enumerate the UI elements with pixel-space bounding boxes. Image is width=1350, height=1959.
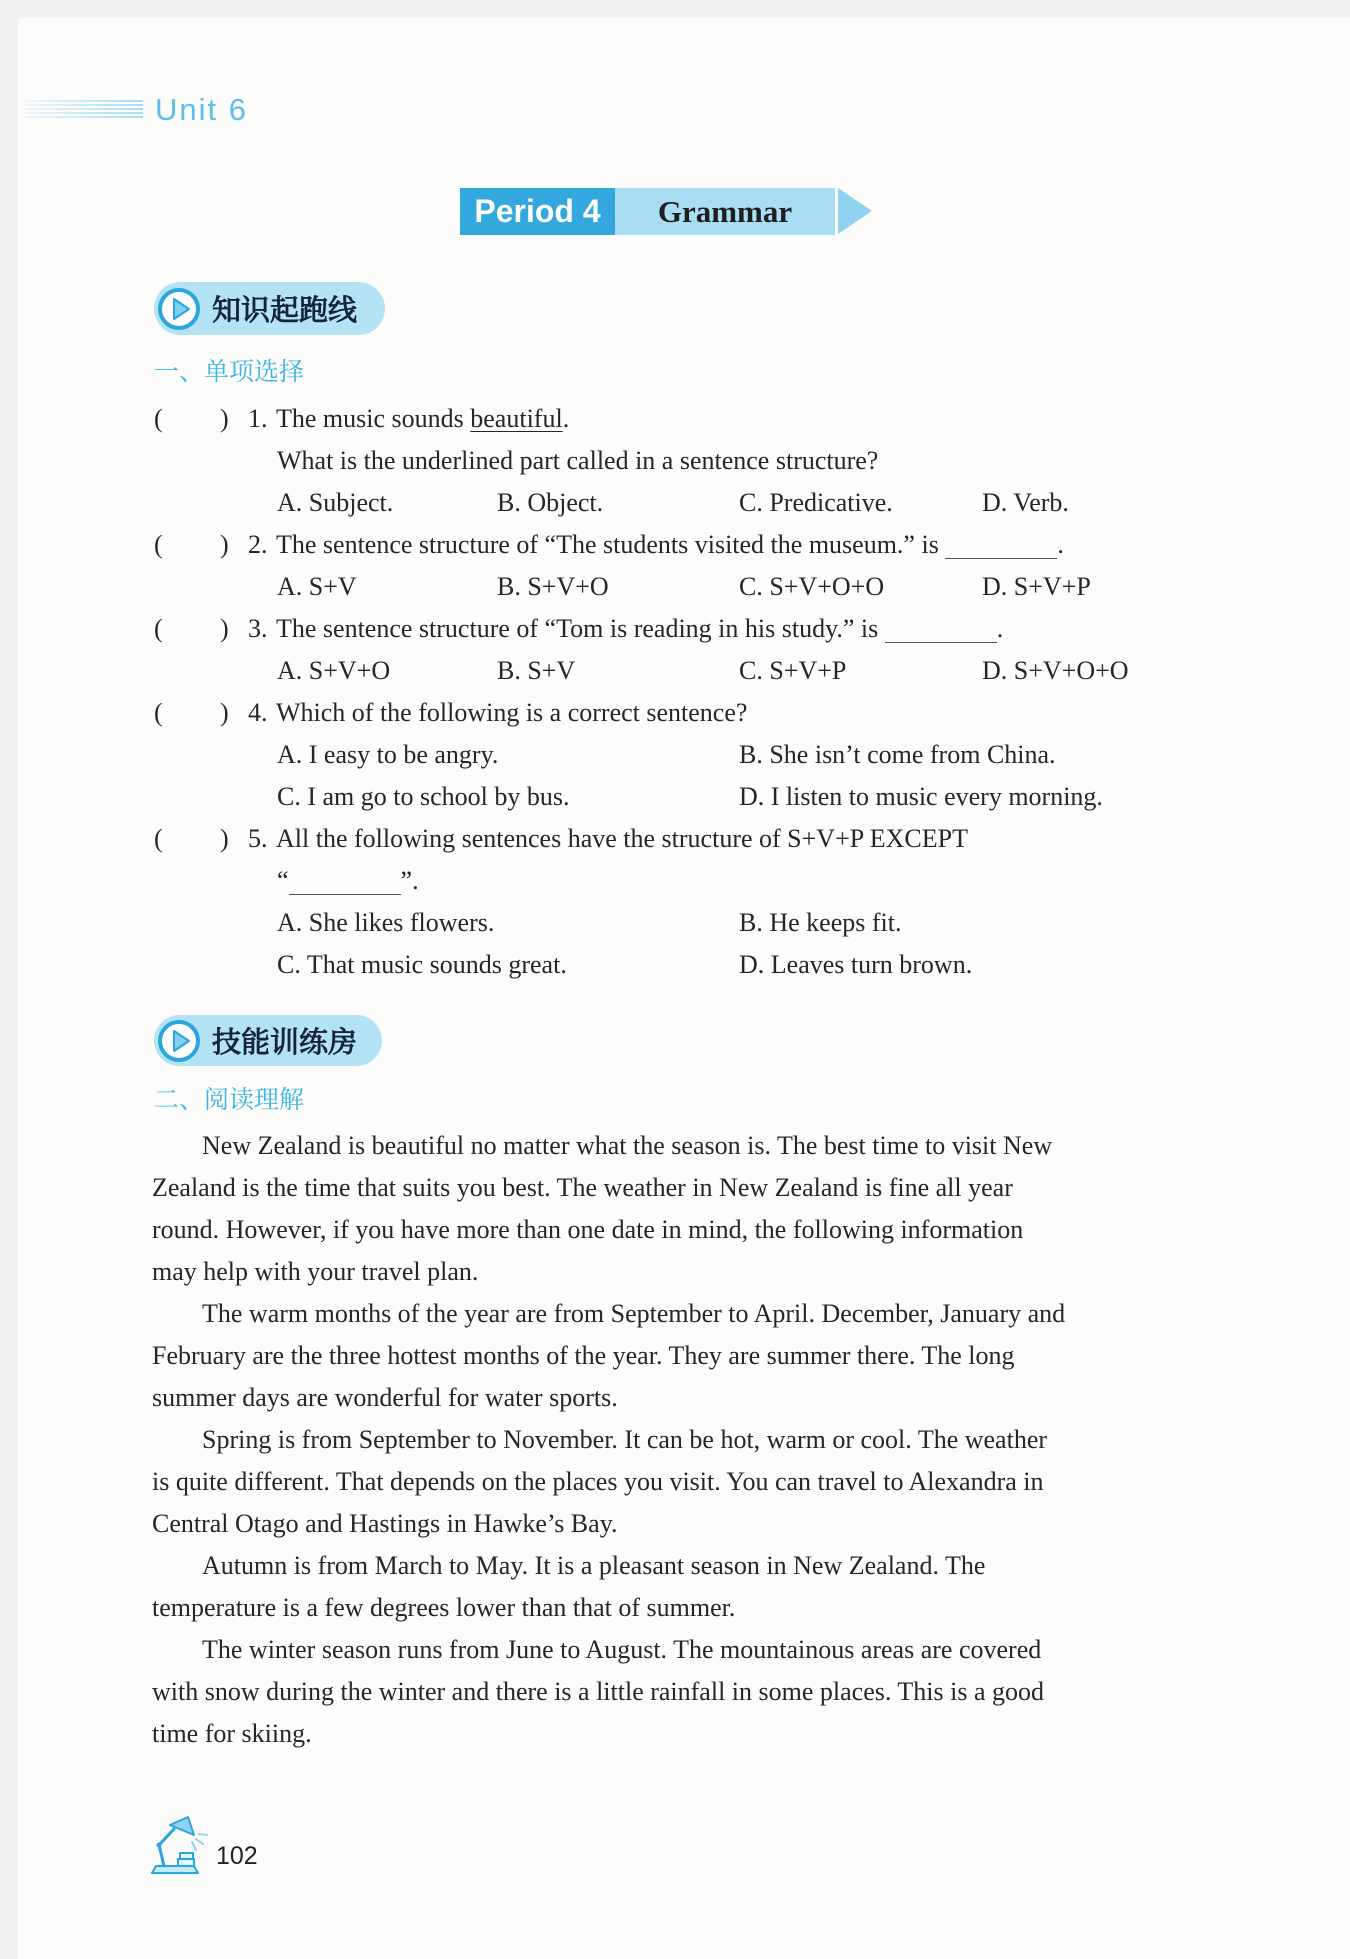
option-a: A. Subject.: [277, 488, 394, 517]
question-number: 5.: [248, 824, 268, 853]
question-3-stem-row: [0, 608, 1350, 650]
option-c: C. S+V+O+O: [739, 572, 885, 601]
question-stem: What is the underlined part called in a sentence structure?: [277, 446, 879, 475]
passage-line: may help with your travel plan.: [152, 1257, 479, 1286]
question-stem: Which of the following is a correct sentence?: [276, 698, 748, 727]
answer-blank: [885, 642, 997, 643]
answer-paren-close: ): [220, 698, 229, 727]
play-circle-icon: [157, 1019, 201, 1063]
option-a: A. S+V: [277, 572, 357, 601]
question-5-options-ab: [0, 902, 1350, 944]
desk-lamp-icon: [148, 1813, 212, 1877]
passage-paragraph: [152, 1293, 1272, 1419]
stem-text: .: [996, 614, 1004, 643]
option-a: A. She likes flowers.: [277, 908, 495, 937]
passage-line: Zealand is the time that suits you best. The weather in New Zealand is fine all year: [152, 1173, 1013, 1202]
question-stem: [276, 398, 569, 440]
header-stripes-decoration: [25, 100, 143, 120]
passage-line: The winter season runs from June to August. The mountainous areas are covered: [202, 1635, 1042, 1664]
question-4-options-cd: [0, 776, 1350, 818]
passage-line: The warm months of the year are from September to April. December, January and: [202, 1299, 1066, 1328]
question-stem: All the following sentences have the structure of S+V+P EXCEPT: [276, 824, 968, 853]
section-subtitle: 一、单项选择: [154, 357, 305, 386]
page-number: 102: [216, 1842, 258, 1870]
option-c: C. Predicative.: [739, 488, 893, 517]
section-header-2: [154, 1015, 382, 1066]
passage-line: is quite different. That depends on the places you visit. You can travel to Alexandra in: [152, 1467, 1044, 1496]
passage-line: round. However, if you have more than one date in mind, the following information: [152, 1215, 1024, 1244]
answer-paren-close: ): [220, 404, 229, 433]
question-2-stem-row: [0, 524, 1350, 566]
passage-line: with snow during the winter and there is a little rainfall in some places. This is a good: [152, 1677, 1044, 1706]
passage-line: time for skiing.: [152, 1719, 312, 1748]
section-title: 技能训练房: [212, 1025, 358, 1059]
underlined-word: beautiful: [470, 404, 563, 433]
question-stem: [276, 608, 1003, 650]
answer-paren-open: (: [154, 824, 163, 853]
question-5-stem-line2: [0, 860, 1350, 902]
passage-line: temperature is a few degrees lower than that of summer.: [152, 1593, 736, 1622]
question-1-stem-row: [0, 398, 1350, 440]
stem-text: The sentence structure of “The students visited the museum.” is: [276, 530, 946, 559]
passage-line: Spring is from September to November. It can be hot, warm or cool. The weather: [202, 1425, 1048, 1454]
section-subtitle: 二、阅读理解: [154, 1085, 305, 1114]
option-d: D. S+V+O+O: [982, 656, 1129, 685]
question-number: 1.: [248, 404, 268, 433]
answer-blank: [945, 558, 1057, 559]
option-c: C. That music sounds great.: [277, 950, 567, 979]
question-stem: [277, 860, 419, 902]
answer-paren-close: ): [220, 614, 229, 643]
question-1-options: [0, 482, 1350, 524]
option-c: C. S+V+P: [739, 656, 847, 685]
option-d: D. S+V+P: [982, 572, 1091, 601]
option-d: D. Leaves turn brown.: [739, 950, 973, 979]
question-5-stem-row: [0, 818, 1350, 860]
question-number: 2.: [248, 530, 268, 559]
play-circle-icon: [157, 287, 201, 331]
open-quote: “: [277, 866, 289, 895]
section-title: 知识起跑线: [212, 293, 358, 327]
option-d: D. Verb.: [982, 488, 1069, 517]
passage-line: summer days are wonderful for water sports.: [152, 1383, 618, 1412]
answer-paren-close: ): [220, 824, 229, 853]
question-number: 4.: [248, 698, 268, 727]
passage-paragraph: [152, 1419, 1272, 1545]
option-b: B. She isn’t come from China.: [739, 740, 1056, 769]
banner-arrow-icon: [838, 188, 872, 234]
reading-passage: [152, 1125, 1272, 1755]
question-2-options: [0, 566, 1350, 608]
close-quote: ”.: [400, 866, 419, 895]
question-3-options: [0, 650, 1350, 692]
question-1-stem-line2: [0, 440, 1350, 482]
multiple-choice-questions: [0, 398, 1350, 986]
option-b: B. S+V: [497, 656, 576, 685]
stem-text: The music sounds: [276, 404, 471, 433]
section-header-1: [154, 282, 385, 335]
question-5-options-cd: [0, 944, 1350, 986]
answer-paren-open: (: [154, 698, 163, 727]
question-number: 3.: [248, 614, 268, 643]
answer-blank: [289, 894, 401, 895]
option-b: B. He keeps fit.: [739, 908, 902, 937]
question-4-stem-row: [0, 692, 1350, 734]
question-4-options-ab: [0, 734, 1350, 776]
passage-paragraph: [152, 1125, 1272, 1293]
option-a: A. I easy to be angry.: [277, 740, 499, 769]
stem-text: .: [1057, 530, 1064, 559]
passage-line: New Zealand is beautiful no matter what the season is. The best time to visit New: [202, 1131, 1053, 1160]
passage-line: Autumn is from March to May. It is a pleasant season in New Zealand. The: [202, 1551, 986, 1580]
passage-line: February are the three hottest months of the year. They are summer there. The long: [152, 1341, 1015, 1370]
answer-paren-close: ): [220, 530, 229, 559]
passage-paragraph: [152, 1545, 1272, 1629]
answer-paren-open: (: [154, 404, 163, 433]
option-c: C. I am go to school by bus.: [277, 782, 570, 811]
stem-text: The sentence structure of “Tom is reading in his study.” is: [276, 614, 885, 643]
question-stem: [276, 524, 1064, 566]
answer-paren-open: (: [154, 614, 163, 643]
option-b: B. Object.: [497, 488, 604, 517]
option-b: B. S+V+O: [497, 572, 609, 601]
answer-paren-open: (: [154, 530, 163, 559]
period-label: Period 4: [460, 188, 615, 235]
passage-paragraph: [152, 1629, 1272, 1755]
passage-line: Central Otago and Hastings in Hawke’s Bay.: [152, 1509, 618, 1538]
unit-title: Unit 6: [155, 92, 248, 127]
period-topic: Grammar: [615, 188, 835, 235]
option-d: D. I listen to music every morning.: [739, 782, 1103, 811]
stem-text: .: [562, 404, 570, 433]
option-a: A. S+V+O: [277, 656, 391, 685]
